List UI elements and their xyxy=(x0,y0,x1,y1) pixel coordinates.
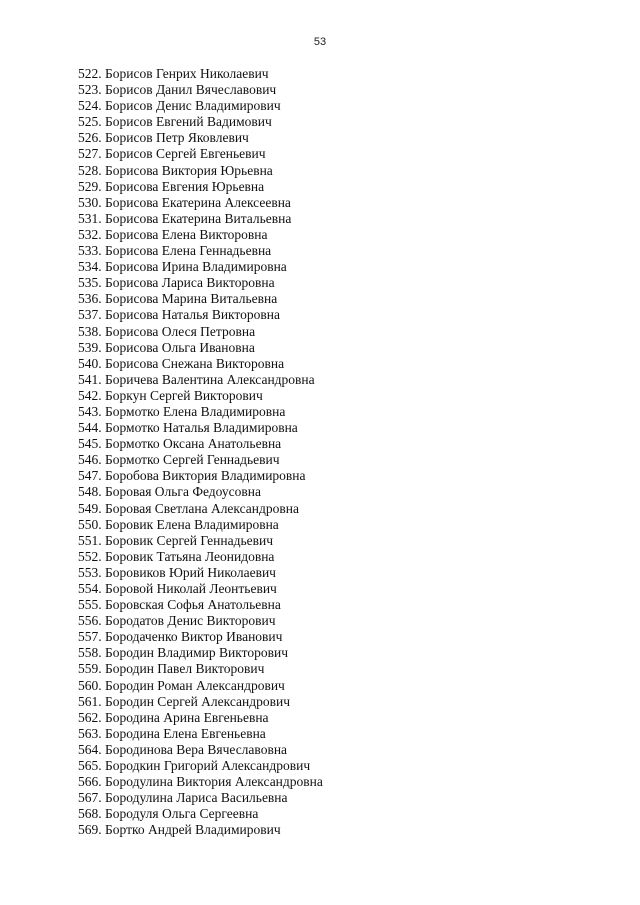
list-item: 542. Боркун Сергей Викторович xyxy=(78,387,263,403)
list-item: 526. Борисов Петр Яковлевич xyxy=(78,130,249,146)
list-item: 551. Боровик Сергей Геннадьевич xyxy=(78,532,274,548)
list-item: 531. Борисова Екатерина Витальевна xyxy=(78,210,292,226)
list-item: 538. Борисова Олеся Петровна xyxy=(78,323,256,339)
list-item: 545. Бормотко Оксана Анатольевна xyxy=(78,436,282,452)
list-item: 524. Борисов Денис Владимирович xyxy=(78,98,281,114)
list-item: 529. Борисова Евгения Юрьевна xyxy=(78,178,265,194)
list-item: 522. Борисов Генрих Николаевич xyxy=(78,66,269,81)
list-item: 566. Бородулина Виктория Александровна xyxy=(78,774,323,790)
list-item: 568. Бородуля Ольга Сергеевна xyxy=(78,806,259,822)
list-item: 539. Борисова Ольга Ивановна xyxy=(78,339,255,355)
list-item: 553. Боровиков Юрий Николаевич xyxy=(78,564,276,580)
list-item: 554. Боровой Николай Леонтьевич xyxy=(78,581,277,596)
list-item: 527. Борисов Сергей Евгеньевич xyxy=(78,146,266,162)
list-item: 548. Боровая Ольга Федоусовна xyxy=(78,484,261,500)
list-item: 543. Бормотко Елена Владимировна xyxy=(78,403,286,419)
list-item: 546. Бормотко Сергей Геннадьевич xyxy=(78,452,280,468)
list-item: 569. Бортко Андрей Владимирович xyxy=(78,822,281,838)
list-item: 534. Борисова Ирина Владимировна xyxy=(78,259,287,275)
list-item: 544. Бормотко Наталья Владимировна xyxy=(78,420,298,436)
list-item: 560. Бородин Роман Александрович xyxy=(78,677,285,693)
list-item: 559. Бородин Павел Викторович xyxy=(78,661,265,677)
list-item: 532. Борисова Елена Викторовна xyxy=(78,226,268,242)
list-item: 540. Борисова Снежана Викторовна xyxy=(78,355,285,371)
list-item: 525. Борисов Евгений Вадимович xyxy=(78,114,272,130)
list-item: 535. Борисова Лариса Викторовна xyxy=(78,275,275,291)
list-item: 549. Боровая Светлана Александровна xyxy=(78,500,299,516)
list-item: 530. Борисова Екатерина Алексеевна xyxy=(78,194,291,210)
list-item: 555. Боровская Софья Анатольевна xyxy=(78,597,281,613)
list-item: 541. Боричева Валентина Александровна xyxy=(78,371,315,387)
list-item: 537. Борисова Наталья Викторовна xyxy=(78,307,280,323)
list-item: 523. Борисов Данил Вячеславович xyxy=(78,82,277,98)
list-item: 565. Бородкин Григорий Александрович xyxy=(78,758,311,774)
list-item: 533. Борисова Елена Геннадьевна xyxy=(78,243,272,259)
list-item: 567. Бородулина Лариса Васильевна xyxy=(78,790,288,806)
list-item: 558. Бородин Владимир Викторович xyxy=(78,645,288,661)
list-item: 562. Бородина Арина Евгеньевна xyxy=(78,709,269,725)
page-number: 53 xyxy=(313,36,327,48)
list-item: 564. Бородинова Вера Вячеславовна xyxy=(78,741,288,757)
list-item: 556. Бородатов Денис Викторович xyxy=(78,613,276,629)
list-item: 561. Бородин Сергей Александрович xyxy=(78,693,290,709)
list-item: 563. Бородина Елена Евгеньевна xyxy=(78,725,266,741)
list-item: 550. Боровик Елена Владимировна xyxy=(78,516,279,532)
list-item: 536. Борисова Марина Витальевна xyxy=(78,291,278,307)
list-item: 547. Боробова Виктория Владимировна xyxy=(78,468,306,484)
list-item: 557. Бородаченко Виктор Иванович xyxy=(78,629,283,645)
list-item: 528. Борисова Виктория Юрьевна xyxy=(78,162,273,178)
list-item: 552. Боровик Татьяна Леонидовна xyxy=(78,548,275,564)
name-list xyxy=(78,66,323,839)
